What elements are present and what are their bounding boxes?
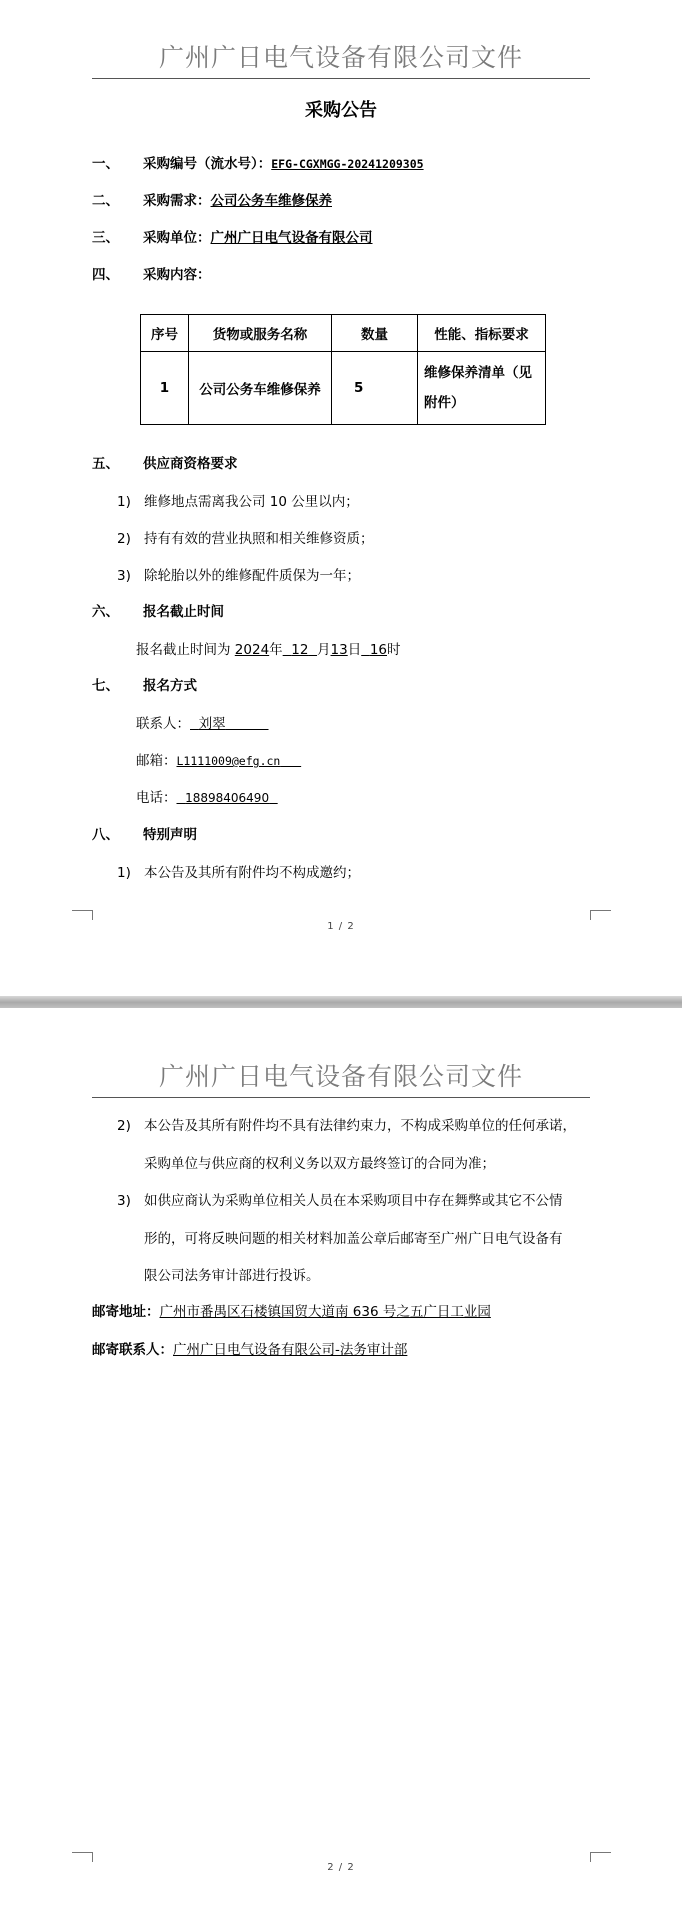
section-label: 特别声明: [143, 827, 197, 843]
table-header-row: [141, 315, 546, 352]
company-doc-title: 广州广日电气设备有限公司文件: [158, 43, 523, 72]
procurement-demand: 公司公务车维修保养: [210, 193, 332, 209]
table-cell-quantity: 5: [332, 352, 418, 425]
mail-address-value: 广州市番禺区石楼镇国贸大道南 636 号之五广日工业园: [159, 1304, 491, 1320]
list-item-continuation: 限公司法务审计部进行投诉。: [144, 1268, 320, 1284]
contact-name: 刘翠: [198, 716, 226, 732]
deadline-hour: 16: [369, 642, 387, 658]
table-row: [141, 352, 546, 425]
mail-contact-label: 邮寄联系人：: [92, 1342, 173, 1358]
section-label: 采购内容：: [143, 267, 211, 283]
section-label: 报名方式: [143, 678, 197, 694]
list-item: 2) 持有有效的营业执照和相关维修资质；: [117, 531, 374, 547]
table-cell-index: 1: [141, 352, 189, 425]
page-title: 采购公告: [305, 100, 377, 121]
requirement-line: 附件）: [424, 395, 465, 411]
contact-email: 邮箱：L1111009@efg.cn: [136, 753, 281, 769]
procurement-number: EFG-CGXMGG-20241209305: [271, 157, 424, 171]
table-cell-name: 公司公务车维修保养: [189, 352, 332, 425]
section-label: 采购编号（流水号）：: [143, 156, 272, 172]
deadline-day: 13: [330, 642, 348, 658]
table-header-cell: 性能、指标要求: [418, 315, 546, 352]
list-item: 1) 本公告及其所有附件均不构成邀约；: [117, 865, 360, 881]
section-number: 八、: [92, 827, 119, 843]
table-header-cell: 数量: [332, 315, 418, 352]
procurement-table: [140, 314, 546, 425]
mail-address-label: 邮寄地址：: [92, 1304, 160, 1320]
list-item: 3) 如供应商认为采购单位相关人员在本采购项目中存在舞弊或其它不公情: [117, 1193, 563, 1209]
list-item-continuation: 采购单位与供应商的权利义务以双方最终签订的合同为准；: [144, 1156, 495, 1172]
email-value: L1111009@efg.cn: [176, 754, 281, 768]
table-cell-requirement: [418, 352, 546, 425]
procurement-unit: 广州广日电气设备有限公司: [210, 230, 373, 246]
list-item: 3) 除轮胎以外的维修配件质保为一年；: [117, 568, 360, 584]
mail-address: [92, 1300, 491, 1320]
page-corner-mark: [72, 1852, 93, 1862]
document-header: [92, 38, 590, 79]
section-number: 五、: [92, 456, 119, 472]
contact-person: 联系人： 刘翠: [136, 716, 226, 732]
list-item: 1) 维修地点需离我公司 10 公里以内；: [117, 494, 359, 510]
table-header-cell: 货物或服务名称: [189, 315, 332, 352]
document-page-2: [0, 1008, 682, 1920]
section-number: 二、: [92, 193, 119, 209]
section-number: 三、: [92, 230, 119, 246]
page-corner-mark: [590, 910, 611, 920]
section-label: 采购需求：: [143, 193, 211, 209]
mail-contact: [92, 1338, 407, 1358]
document-header: [92, 1057, 590, 1098]
company-doc-title: 广州广日电气设备有限公司文件: [158, 1062, 523, 1091]
mail-contact-value: 广州广日电气设备有限公司-法务审计部: [173, 1342, 408, 1358]
table-header-cell: 序号: [141, 315, 189, 352]
section-number: 七、: [92, 678, 119, 694]
section-label: 报名截止时间: [143, 604, 224, 620]
page-number: 2 / 2: [327, 1862, 355, 1873]
list-item: 2) 本公告及其所有附件均不具有法律约束力，不构成采购单位的任何承诺，: [117, 1118, 576, 1134]
requirement-line: 维修保养清单（见: [424, 365, 532, 381]
page-corner-mark: [72, 910, 93, 920]
section-label: 采购单位：: [143, 230, 211, 246]
section-number: 一、: [92, 156, 119, 172]
deadline-month: 12: [291, 642, 309, 658]
section-number: 四、: [92, 267, 119, 283]
phone-value: 18898406490: [185, 791, 270, 805]
section-label: 供应商资格要求: [143, 456, 238, 472]
list-item-continuation: 形的，可将反映问题的相关材料加盖公章后邮寄至广州广日电气设备有: [144, 1231, 563, 1247]
page-number: 1 / 2: [327, 921, 355, 932]
page-corner-mark: [590, 1852, 611, 1862]
deadline-year: 2024: [234, 642, 270, 658]
contact-phone: 电话： 18898406490: [136, 790, 270, 806]
section-number: 六、: [92, 604, 119, 620]
deadline-text: 报名截止时间为 2024年 12 月13日 16时: [136, 642, 401, 658]
